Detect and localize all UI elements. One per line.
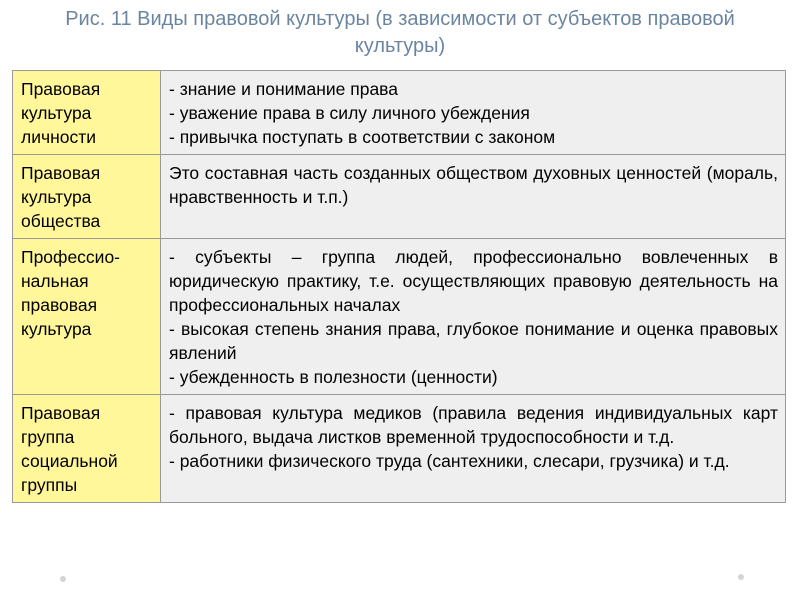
culture-type-cell: Правовая культура личности [13,71,161,155]
description-line: - уважение права в силу личного убеждения [169,103,530,123]
title-line-2: культуры) [354,35,446,57]
culture-description-cell [161,239,786,395]
description-line: Это составная часть созданных обществом духовных ценностей (мораль, нравственность и т.п.) [169,163,778,207]
table-row [13,395,786,503]
culture-description-cell [161,155,786,239]
page-title [0,6,800,60]
description-line: - высокая степень знания права, глубокое понимание и оценка правовых явлений [169,319,778,363]
culture-description-cell [161,395,786,503]
culture-description-cell [161,71,786,155]
decorative-dot [738,574,744,580]
culture-type-cell: Професcио-нальная правовая культура [13,239,161,395]
description-line: - работники физического труда (сантехники, слесари, грузчика) и т.д. [169,451,730,471]
culture-type-cell: Правовая культура общества [13,155,161,239]
description-line: - знание и понимание права [169,79,399,99]
table-row [13,155,786,239]
table-row [13,71,786,155]
decorative-dot [60,576,66,582]
description-line: - субъекты – группа людей, профессионально вовлеченных в юридическую практику, т.е. осуществляющих правовую деятельность на профессиональных началах [169,247,778,315]
table-row [13,239,786,395]
description-line: - убежденность в полезности (ценности) [169,367,498,387]
description-line: - правовая культура медиков (правила ведения индивидуальных карт больного, выдача листков временной трудоспособности и т.д. [169,403,778,447]
description-line: - привычка поступать в соответствии с законом [169,127,556,147]
title-line-1: Рис. 11 Виды правовой культуры (в зависимости от субъектов правовой [65,8,735,30]
culture-type-cell: Правовая группа социальной группы [13,395,161,503]
culture-types-table [12,70,786,503]
